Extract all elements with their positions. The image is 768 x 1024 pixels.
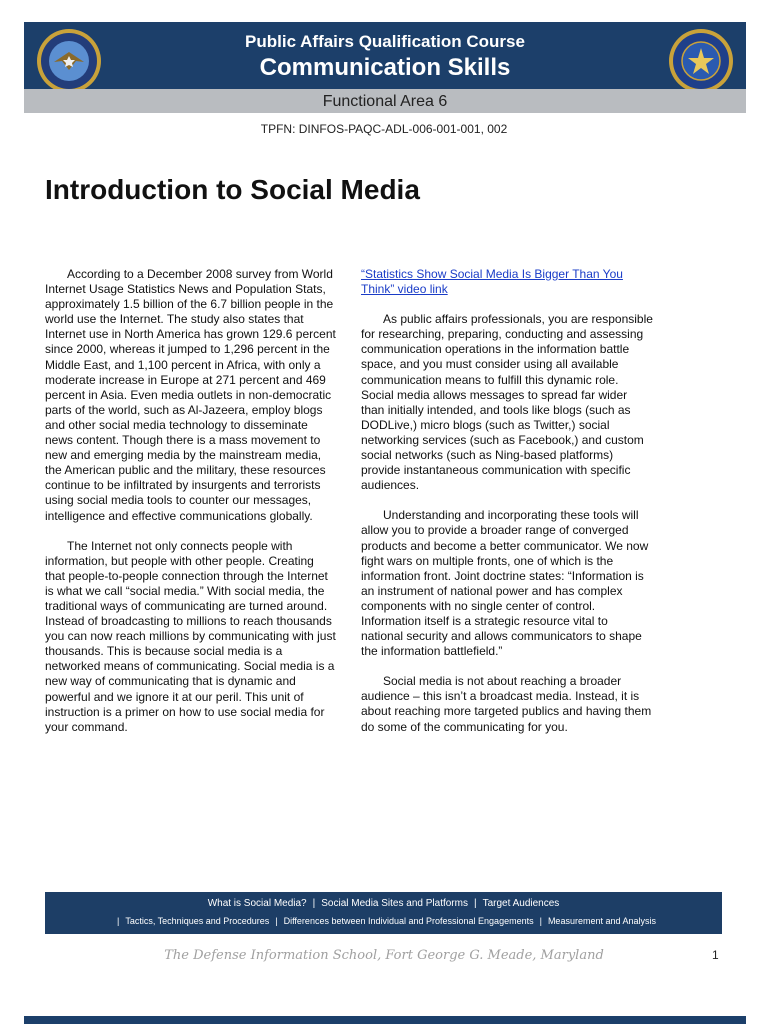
next-page-edge [24, 1016, 746, 1024]
video-link[interactable]: “Statistics Show Social Media Is Bigger Than You Think” video link [361, 267, 623, 297]
nav-separator: | [473, 898, 477, 909]
paragraph: According to a December 2008 survey from World Internet Usage Statistics News and Population Stats, approximately 1.5 billion of the 6.7 billion people in the world use the Internet. The study also states that Internet use in North America has grown 129.6 percent since 2000, whereas it jumped to 1,296 percent in the Middle East, and 1,100 percent in Africa, with only a moderate increase in Europe at 271 percent and 469 percent in Asia. Even media outlets in non-democratic parts of the world, such as Al-Jazeera, employ blogs and other social media technology to disseminate news content. Though there is a mass movement to new and emerging media by the mainstream media, the American public and the military, these resources continue to be infiltrated by insurgents and terrorists using social media tools to counter our messages, intelligence and effective communications globally. [45, 267, 336, 523]
nav-row-secondary [45, 916, 722, 926]
defense-information-school-seal-icon [668, 28, 734, 94]
right-column [361, 267, 653, 750]
topic-navigation [45, 892, 722, 934]
module-title: Communication Skills [259, 54, 511, 81]
nav-link-measurement[interactable]: Measurement and Analysis [547, 916, 656, 926]
nav-link-social-media-sites[interactable]: Social Media Sites and Platforms [321, 898, 468, 909]
page-number: 1 [712, 948, 719, 962]
nav-separator: | [312, 898, 316, 909]
header-banner [24, 22, 746, 113]
left-column [45, 267, 337, 750]
nav-link-what-is-social-media[interactable]: What is Social Media? [207, 898, 307, 909]
paragraph: Social media is not about reaching a broader audience – this isn’t a broadcast media. Instead, it is about reaching more targeted publics and having them do some of the communicating for you. [361, 674, 652, 734]
nav-row-primary [45, 898, 722, 909]
school-signature: The Defense Information School, Fort George G. Meade, Maryland [164, 948, 604, 963]
functional-area-bar [24, 89, 746, 113]
nav-separator: | [539, 916, 542, 926]
course-title: Public Affairs Qualification Course [245, 32, 525, 51]
paragraph: Understanding and incorporating these tools will allow you to provide a broader range of converged products and become a better communicator. We now fight wars on multiple fronts, one of which is the information front. Joint doctrine states: “Information is an instrument of national power and has complex components with no single center of control. Information itself is a strategic resource vital to national security and allows communicators to shape the information battlefield.” [361, 508, 649, 659]
nav-link-engagements[interactable]: Differences between Individual and Professional Engagements [283, 916, 534, 926]
nav-separator: | [275, 916, 278, 926]
page-title: Introduction to Social Media [45, 174, 420, 205]
nav-link-target-audiences[interactable]: Target Audiences [482, 898, 560, 909]
functional-area: Functional Area 6 [322, 93, 448, 110]
nav-link-tactics[interactable]: Tactics, Techniques and Procedures [125, 916, 270, 926]
paragraph: As public affairs professionals, you are responsible for researching, preparing, conducting and assessing communication operations in the information battle space, and you must consider using all available communication means to fulfill this dynamic role. Social media allows messages to spread far wider than initially intended, and tools like blogs (such as DODLive,) micro blogs (such as Twitter,) social networking services (such as Facebook,) and custom social networks (such as Ning-based platforms) provide instantaneous communication with specific audiences. [361, 312, 653, 493]
tpfn-code: TPFN: DINFOS-PAQC-ADL-006-001-001, 002 [260, 122, 508, 136]
paragraph: The Internet not only connects people with information, but people with other people. Creating that people-to-people connection through the Internet is what we call “social media.” With social media, the traditional ways of communicating are turned around. Instead of broadcasting to millions to reach thousands you can now reach millions by communicating with just thousands. This is because social media is a networked means of communicating. Social media is a new way of communicating that is dynamic and powerful and we ignore it at our peril. This unit of instruction is a primer on how to use social media for your command. [45, 538, 336, 734]
nav-separator: | [116, 916, 120, 926]
